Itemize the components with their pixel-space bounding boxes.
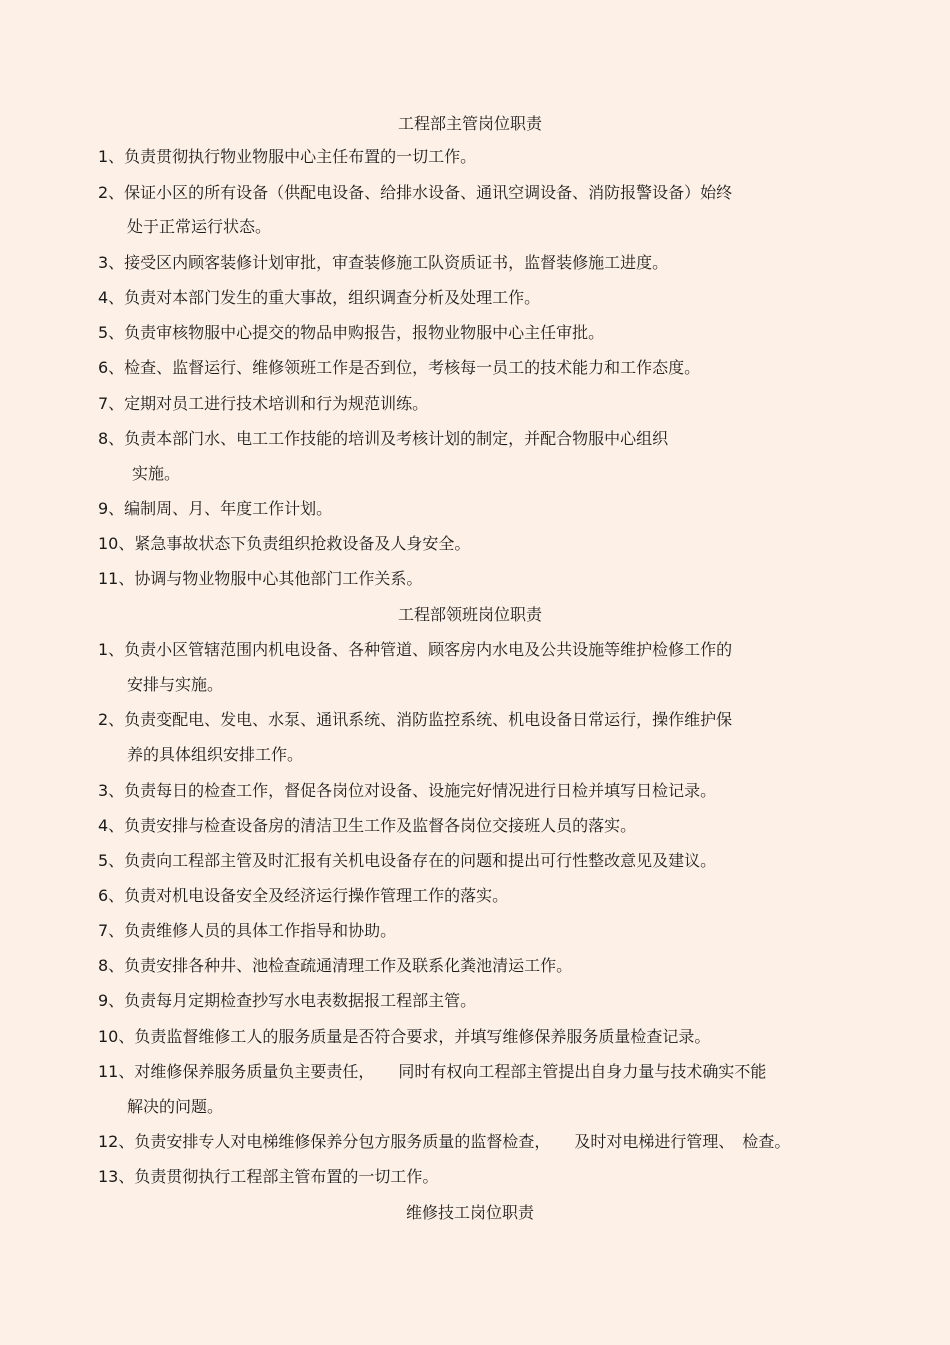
list-item: 3、负责每日的检查工作，督促各岗位对设备、设施完好情况进行日检并填写日检记录。	[98, 781, 717, 800]
list-item: 3、接受区内顾客装修计划审批，审查装修施工队资质证书，监督装修施工进度。	[98, 253, 669, 272]
list-item: 9、负责每月定期检查抄写水电表数据报工程部主管。	[98, 991, 477, 1010]
list-item: 4、负责对本部门发生的重大事故，组织调查分析及处理工作。	[98, 288, 541, 307]
list-item: 8、负责安排各种井、池检查疏通清理工作及联系化粪池清运工作。	[98, 956, 573, 975]
list-item-continuation: 处于正常运行状态。	[127, 217, 272, 236]
list-item-continuation: 养的具体组织安排工作。	[127, 745, 304, 764]
list-item: 6、检查、监督运行、维修领班工作是否到位，考核每一员工的技术能力和工作态度。	[98, 358, 701, 377]
list-item-continuation: 实施。	[132, 464, 181, 483]
list-item: 7、负责维修人员的具体工作指导和协助。	[98, 921, 397, 940]
list-item: 5、负责向工程部主管及时汇报有关机电设备存在的问题和提出可行性整改意见及建议。	[98, 851, 717, 870]
list-item: 4、负责安排与检查设备房的清洁卫生工作及监督各岗位交接班人员的落实。	[98, 816, 637, 835]
list-item: 1、负责小区管辖范围内机电设备、各种管道、顾客房内水电及公共设施等维护检修工作的	[98, 640, 733, 659]
list-item-continuation: 安排与实施。	[127, 675, 224, 694]
list-item: 6、负责对机电设备安全及经济运行操作管理工作的落实。	[98, 886, 509, 905]
list-item: 12、负责安排专人对电梯维修保养分包方服务质量的监督检查， 及时对电梯进行管理、 检查。	[98, 1132, 791, 1151]
list-item: 2、保证小区的所有设备（供配电设备、给排水设备、通讯空调设备、消防报警设备）始终	[98, 183, 733, 202]
list-item: 11、协调与物业物服中心其他部门工作关系。	[98, 569, 423, 588]
list-item: 7、定期对员工进行技术培训和行为规范训练。	[98, 394, 429, 413]
list-item: 11、对维修保养服务质量负主要责任， 同时有权向工程部主管提出自身力量与技术确实不能	[98, 1062, 767, 1081]
list-item: 10、紧急事故状态下负责组织抢救设备及人身安全。	[98, 534, 471, 553]
list-item: 1、负责贯彻执行物业物服中心主任布置的一切工作。	[98, 147, 477, 166]
section-title: 维修技工岗位职责	[405, 1203, 534, 1222]
list-item: 5、负责审核物服中心提交的物品申购报告，报物业物服中心主任审批。	[98, 323, 605, 342]
list-item: 8、负责本部门水、电工工作技能的培训及考核计划的制定，并配合物服中心组织	[98, 429, 669, 448]
list-item: 13、负责贯彻执行工程部主管布置的一切工作。	[98, 1167, 439, 1186]
list-item: 9、编制周、月、年度工作计划。	[98, 499, 333, 518]
list-item: 2、负责变配电、发电、水泵、通讯系统、消防监控系统、机电设备日常运行，操作维护保	[98, 710, 733, 729]
list-item-continuation: 解决的问题。	[127, 1097, 224, 1116]
section-title: 工程部领班岗位职责	[397, 605, 542, 624]
list-item: 10、负责监督维修工人的服务质量是否符合要求，并填写维修保养服务质量检查记录。	[98, 1027, 711, 1046]
section-title: 工程部主管岗位职责	[397, 114, 542, 133]
